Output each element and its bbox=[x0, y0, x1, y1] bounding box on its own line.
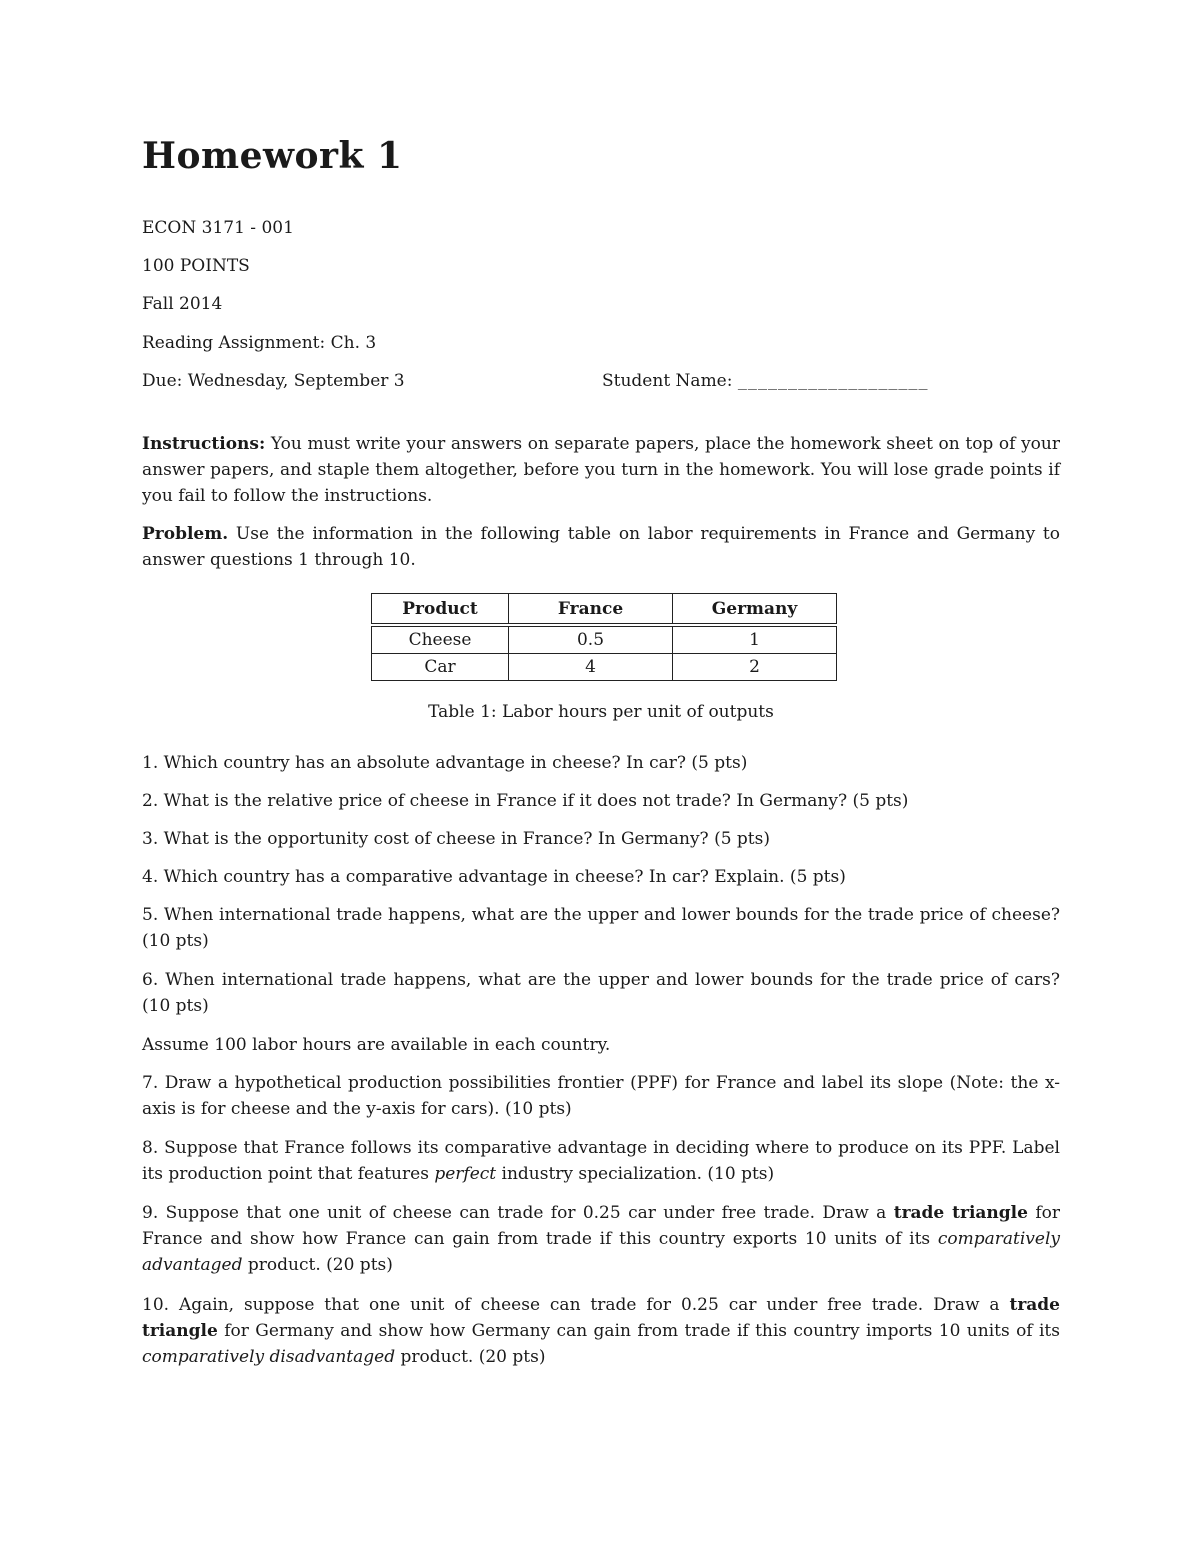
question-8-text-end: industry specialization. (10 pts) bbox=[496, 1164, 775, 1184]
question-10-text-end: product. (20 pts) bbox=[395, 1347, 546, 1367]
student-name-field bbox=[602, 369, 1024, 393]
table-cell: Cheese bbox=[372, 625, 509, 654]
table-header-cell: France bbox=[509, 594, 673, 626]
question-7: 7. Draw a hypothetical production possibilities frontier (PPF) for France and label its slope (Note: the x-axis is for cheese and the y-axis for cars). (10 pts) bbox=[142, 1073, 1060, 1119]
student-name-label: Student Name: bbox=[602, 371, 733, 391]
labor-table bbox=[371, 593, 837, 681]
table-row bbox=[372, 654, 837, 681]
table-cell: Car bbox=[372, 654, 509, 681]
table-cell: 0.5 bbox=[509, 625, 673, 654]
table-caption: Table 1: Labor hours per unit of outputs bbox=[428, 702, 774, 722]
question-6: 6. When international trade happens, what are the upper and lower bounds for the trade price of cars? (10 pts) bbox=[142, 970, 1060, 1016]
question-2: 2. What is the relative price of cheese in France if it does not trade? In Germany? (5 pts) bbox=[142, 791, 909, 811]
instructions-lead: Instructions: bbox=[142, 434, 266, 454]
table-header-cell: Product bbox=[372, 594, 509, 626]
question-8 bbox=[142, 1135, 1060, 1187]
question-9 bbox=[142, 1200, 1060, 1278]
question-9-text-mid: for France and show how France can gain from trade if this country exports 10 units of its bbox=[142, 1203, 1060, 1249]
question-10-emphasis: comparatively disadvantaged bbox=[142, 1347, 396, 1367]
term: Fall 2014 bbox=[142, 294, 223, 314]
question-10 bbox=[142, 1292, 1060, 1370]
problem-lead: Problem. bbox=[142, 524, 229, 544]
question-1: 1. Which country has an absolute advantage in cheese? In car? (5 pts) bbox=[142, 753, 748, 773]
table-cell: 2 bbox=[673, 654, 837, 681]
question-9-emphasis: comparatively advantaged bbox=[142, 1229, 1060, 1275]
instructions-paragraph bbox=[142, 431, 1060, 509]
table-header-row bbox=[372, 594, 837, 626]
page-title: Homework 1 bbox=[142, 135, 403, 177]
problem-text: Use the information in the following table on labor requirements in France and Germany to answer questions 1 through 10. bbox=[142, 524, 1060, 570]
total-points: 100 POINTS bbox=[142, 256, 250, 276]
question-8-emphasis: perfect bbox=[434, 1164, 497, 1184]
question-10-bold: trade triangle bbox=[142, 1295, 1060, 1341]
question-10-text: 10. Again, suppose that one unit of cheese can trade for 0.25 car under free trade. Draw a bbox=[142, 1295, 1010, 1315]
question-3: 3. What is the opportunity cost of cheese in France? In Germany? (5 pts) bbox=[142, 829, 770, 849]
question-10-text-mid: for Germany and show how Germany can gain from trade if this country imports 10 units of its bbox=[217, 1321, 1060, 1341]
course-code: ECON 3171 - 001 bbox=[142, 218, 294, 238]
question-8-text: 8. Suppose that France follows its comparative advantage in deciding where to produce on its PPF. Label its production point that features bbox=[142, 1138, 1060, 1184]
question-9-text-end: product. (20 pts) bbox=[242, 1255, 393, 1275]
table-header-cell: Germany bbox=[673, 594, 837, 626]
question-5: 5. When international trade happens, what are the upper and lower bounds for the trade price of cheese? (10 pts) bbox=[142, 905, 1060, 951]
due-date: Due: Wednesday, September 3 bbox=[142, 371, 405, 391]
problem-paragraph bbox=[142, 521, 1060, 573]
instructions-text: You must write your answers on separate papers, place the homework sheet on top of your answer papers, and staple them altogether, before you turn in the homework. You will lose grade points if you fail to follow the instructions. bbox=[142, 434, 1060, 506]
question-9-bold: trade triangle bbox=[893, 1203, 1028, 1223]
question-9-text: 9. Suppose that one unit of cheese can trade for 0.25 car under free trade. Draw a bbox=[142, 1203, 894, 1223]
table-cell: 4 bbox=[509, 654, 673, 681]
reading-assignment: Reading Assignment: Ch. 3 bbox=[142, 333, 377, 353]
question-4: 4. Which country has a comparative advantage in cheese? In car? Explain. (5 pts) bbox=[142, 867, 846, 887]
table-cell: 1 bbox=[673, 625, 837, 654]
table-row bbox=[372, 625, 837, 654]
assumption-note: Assume 100 labor hours are available in each country. bbox=[142, 1035, 611, 1055]
student-name-blank: ___________________ bbox=[737, 372, 929, 390]
